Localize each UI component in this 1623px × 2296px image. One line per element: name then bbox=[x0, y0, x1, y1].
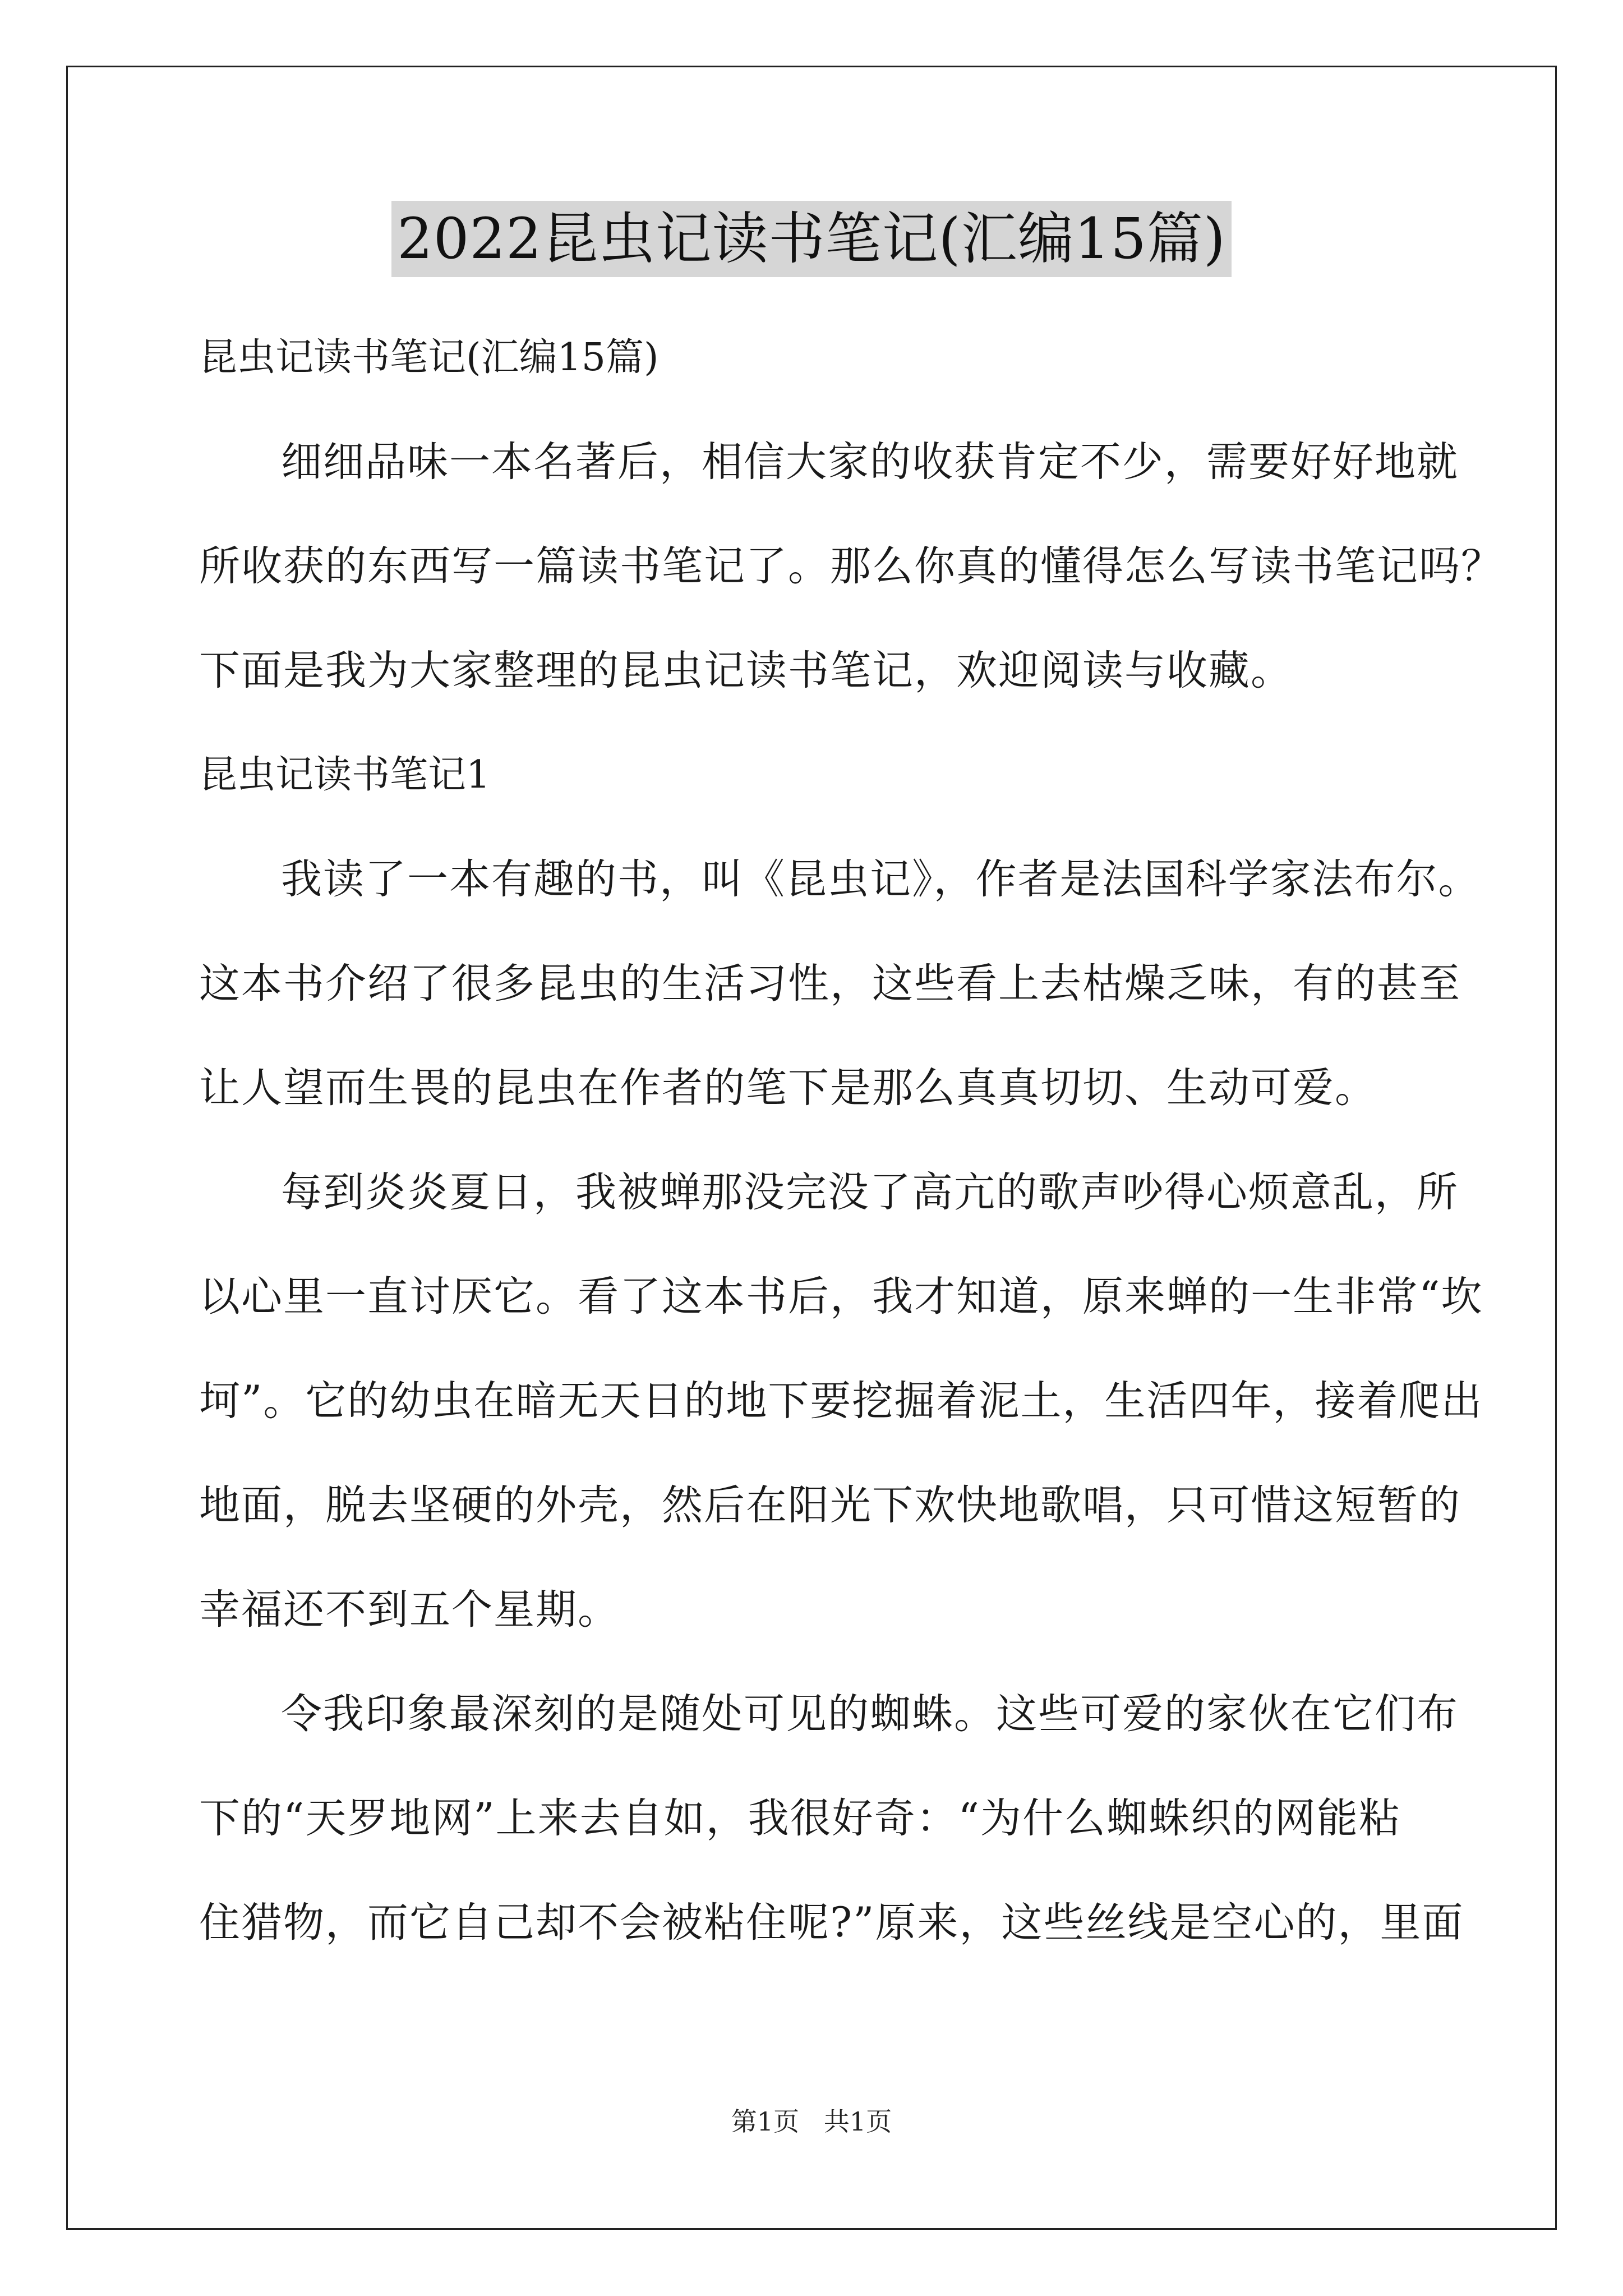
title-container bbox=[0, 201, 1623, 277]
document-body bbox=[199, 306, 1503, 1975]
paragraph-line: 令我印象最深刻的是随处可见的蜘蛛。这些可爱的家伙在它们布 bbox=[281, 1690, 1459, 1738]
section-heading: 昆虫记读书笔记1 bbox=[199, 753, 491, 797]
paragraph-line: 住猎物，而它自己却不会被粘住呢?”原来，这些丝线是空心的，里面 bbox=[199, 1899, 1464, 1947]
paragraph-line: 幸福还不到五个星期。 bbox=[199, 1586, 620, 1634]
paragraph-line: 让人望而生畏的昆虫在作者的笔下是那么真真切切、生动可爱。 bbox=[199, 1064, 1377, 1112]
paragraph-line: 以心里一直讨厌它。看了这本书后，我才知道，原来蝉的一生非常“坎 bbox=[199, 1273, 1483, 1320]
paragraph-line: 坷”。它的幼虫在暗无天日的地下要挖掘着泥土，生活四年，接着爬出 bbox=[199, 1377, 1483, 1425]
paragraph-line: 每到炎炎夏日，我被蝉那没完没了高亢的歌声吵得心烦意乱，所 bbox=[281, 1168, 1459, 1216]
intro-line: 细细品味一本名著后，相信大家的收获肯定不少，需要好好地就 bbox=[281, 438, 1459, 486]
intro-line: 下面是我为大家整理的昆虫记读书笔记，欢迎阅读与收藏。 bbox=[199, 647, 1293, 694]
paragraph-line: 我读了一本有趣的书，叫《昆虫记》，作者是法国科学家法布尔。 bbox=[281, 855, 1481, 903]
document-title: 2022昆虫记读书笔记(汇编15篇) bbox=[391, 201, 1232, 277]
paragraph-line: 这本书介绍了很多昆虫的生活习性，这些看上去枯燥乏味，有的甚至 bbox=[199, 960, 1461, 1007]
subtitle: 昆虫记读书笔记(汇编15篇) bbox=[199, 335, 659, 380]
intro-line: 所收获的东西写一篇读书笔记了。那么你真的懂得怎么写读书笔记吗？ bbox=[199, 542, 1503, 590]
page-footer: 第1页 共1页 bbox=[731, 2106, 892, 2137]
paragraph-line: 地面，脱去坚硬的外壳，然后在阳光下欢快地歌唱，只可惜这短暂的 bbox=[199, 1481, 1461, 1529]
paragraph-line: 下的“天罗地网”上来去自如，我很好奇：“为什么蜘蛛织的网能粘 bbox=[199, 1795, 1401, 1842]
